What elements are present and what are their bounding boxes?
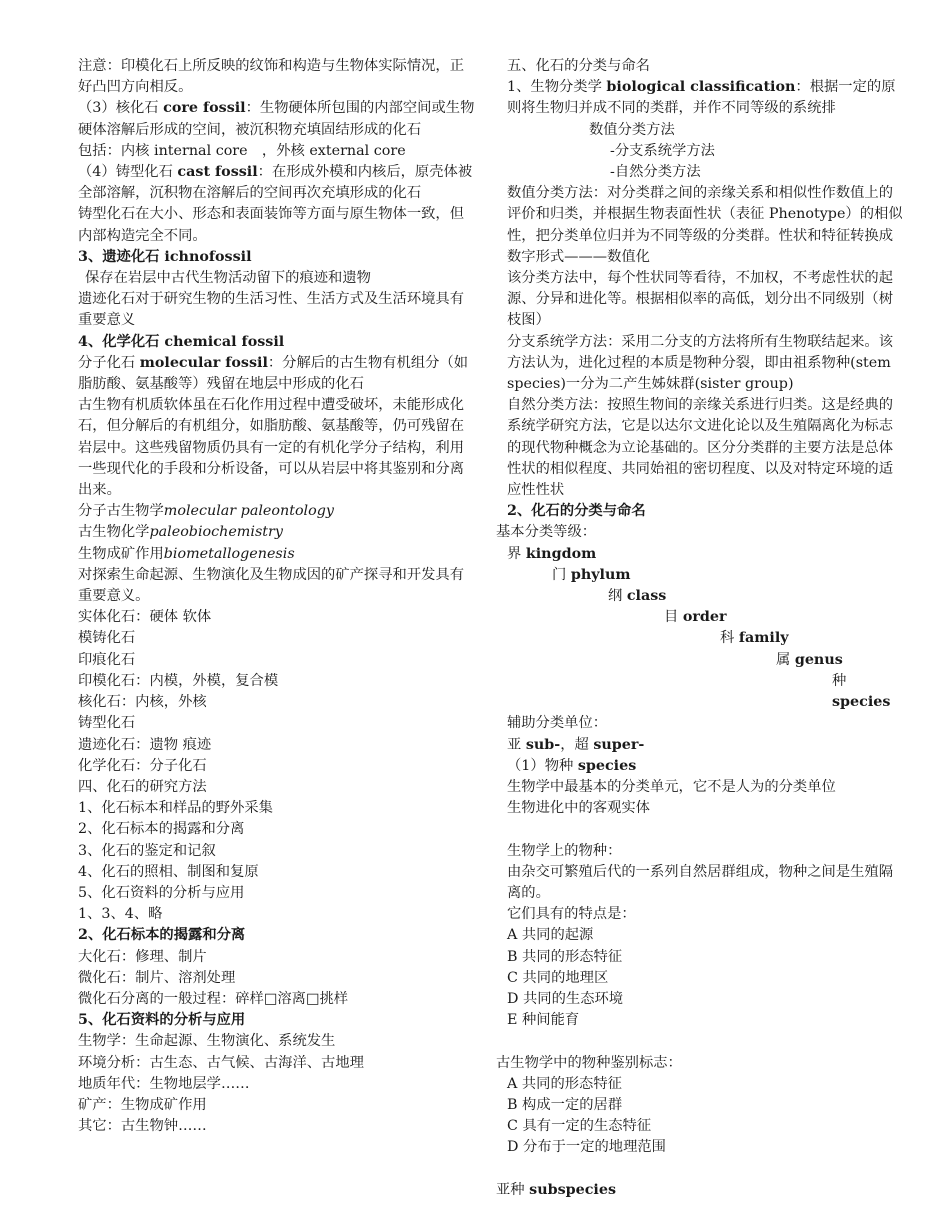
- rank-cn: 界: [507, 545, 526, 562]
- rank-cn: 目: [664, 609, 683, 626]
- paragraph: [67, 353, 477, 395]
- paragraph: 五、化石的分类与命名: [507, 58, 650, 74]
- text-run: sub-: [525, 736, 561, 753]
- paragraph: [67, 522, 477, 543]
- taxonomy-rank: [496, 607, 906, 628]
- paragraph: 数值分类方法: [589, 121, 675, 138]
- blank-line: [496, 819, 906, 840]
- paragraph: E 种间能育: [507, 1012, 580, 1029]
- rank-en: species: [832, 694, 891, 711]
- paragraph: 辅助分类单位：: [507, 715, 608, 732]
- text-run: ：分解后的古生物有机组分（如脂肪酸、氨基酸等）残留在地层中形成的化石: [78, 354, 469, 393]
- paragraph: [496, 756, 906, 777]
- paragraph: D 分布于一定的地理范围: [507, 1139, 666, 1156]
- taxonomy-rank: [496, 544, 906, 565]
- paragraph: 地质年代：生物地层学……: [78, 1075, 250, 1092]
- paragraph: 4、化石的照相、制图和复原: [78, 863, 259, 880]
- paragraph: 其它：古生物钟……: [78, 1118, 207, 1135]
- rank-en: phylum: [570, 566, 631, 583]
- text-run: 1、生物分类学: [507, 79, 607, 96]
- paragraph: 3、遗迹化石 ichnofossil: [78, 248, 252, 265]
- rank-en: class: [626, 588, 667, 605]
- paragraph: 2、化石的分类与命名: [507, 503, 646, 520]
- paragraph: 模铸化石: [78, 630, 136, 647]
- taxonomy-rank: [496, 586, 906, 607]
- paragraph: 2、化石标本的揭露和分离: [78, 927, 246, 944]
- paragraph: 印模化石：内模，外模，复合模: [78, 672, 279, 689]
- text-run: species: [577, 757, 637, 774]
- paragraph: [496, 735, 906, 756]
- paragraph: 对探索生命起源、生物演化及生物成因的矿产探寻和开发具有重要意义。: [78, 566, 465, 605]
- text-run: ，超: [560, 736, 594, 753]
- blank-line: [496, 1159, 906, 1180]
- text-run: paleobiochemistry: [149, 524, 283, 541]
- text-run: ：根据一定的原则将生物归并成不同的类群，并作不同等级的系统排: [507, 79, 896, 117]
- paragraph: [67, 544, 477, 565]
- text-run: cast fossil: [177, 164, 258, 181]
- paragraph: 1、化石标本和样品的野外采集: [78, 800, 273, 817]
- text-run: biometallogenesis: [163, 545, 295, 562]
- paragraph: [496, 77, 906, 119]
- rank-en: order: [682, 609, 727, 626]
- paragraph: 微化石分离的一般过程：碎样□溶离□挑样: [78, 990, 349, 1007]
- rank-cn: 科: [720, 630, 739, 647]
- paragraph: 该分类方法中，每个性状同等看待，不加权，不考虑性状的起源、分异和进化等。根据相似率的高低，划分出不同级别（树枝图）: [507, 270, 894, 329]
- rank-cn: 种: [832, 672, 847, 689]
- paragraph: 2、化石标本的揭露和分离: [78, 821, 245, 838]
- paragraph: 自然分类方法：按照生物间的亲缘关系进行归类。这是经典的系统学研究方法，它是以达尔文进化论以及生殖隔离化为标志的现代物种概念为立论基础的。区分分类群的主要方法是总体性状的相似程度、共同始祖的密切程度、以及对特定环境的适应性性状: [507, 397, 894, 499]
- taxonomy-rank: [496, 671, 906, 713]
- text-run: molecular fossil: [139, 354, 268, 371]
- text-run: 分子古生物学: [78, 503, 164, 520]
- paragraph: C 共同的地理区: [507, 969, 609, 986]
- paragraph: -自然分类方法: [610, 164, 701, 181]
- paragraph: 古生物有机质软体虽在石化作用过程中遭受破坏，未能形成化石，但分解后的有机组分，如脂肪酸、氨基酸等，仍可残留在岩层中。这些残留物质仍具有一定的有机化学分子结构，利用一些现代化的手段和分析设备，可以从岩层中将其鉴别和分离出来。: [78, 397, 465, 499]
- paragraph: [67, 98, 477, 140]
- taxonomy-rank: [496, 628, 906, 649]
- paragraph: 四、化石的研究方法: [78, 778, 207, 795]
- paragraph: 3、化石的鉴定和记叙: [78, 842, 216, 859]
- paragraph: 遗迹化石：遗物 痕迹: [78, 736, 212, 753]
- paragraph: 数值分类方法：对分类群之间的亲缘关系和相似性作数值上的评价和归类，并根据生物表面性状（表征 Phenotype）的相似性，把分类单位归并为不同等级的分类群。性状和特征转换成数字形式———数值化: [507, 185, 903, 265]
- text-run: 古生物化学: [78, 524, 150, 541]
- paragraph: 保存在岩层中古代生物活动留下的痕迹和遗物: [85, 270, 371, 287]
- paragraph: 分支系统学方法：采用二分支的方法将所有生物联结起来。该方法认为，进化过程的本质是物种分裂，即由祖系物种(stem species)一分为二产生姊妹群(sister group): [507, 333, 894, 393]
- paragraph: 包括：内核 internal core ，外核 external core: [78, 142, 406, 159]
- rank-cn: 纲: [608, 588, 627, 605]
- rank-en: genus: [794, 651, 843, 668]
- paragraph: B 共同的形态特征: [507, 948, 623, 965]
- paragraph: 注意：印模化石上所反映的纹饰和构造与生物体实际情况，正好凸凹方向相反。: [78, 58, 465, 96]
- text-run: 分子化石: [78, 354, 140, 371]
- right-column: [496, 56, 906, 1201]
- blank-line: [496, 1031, 906, 1052]
- paragraph: 实体化石：硬体 软体: [78, 609, 212, 626]
- paragraph: 生物学上的物种：: [507, 842, 622, 859]
- text-run: （4）铸型化石: [78, 164, 178, 181]
- paragraph: B 构成一定的居群: [507, 1096, 623, 1113]
- paragraph: -分支系统学方法: [610, 142, 715, 159]
- paragraph: 印痕化石: [78, 651, 136, 668]
- paragraph: 由杂交可繁殖后代的一系列自然居群组成，物种之间是生殖隔离的。: [507, 863, 894, 901]
- text-run: molecular paleontology: [163, 503, 334, 520]
- rank-en: kingdom: [525, 545, 597, 562]
- paragraph: [67, 501, 477, 522]
- paragraph: 5、化石资料的分析与应用: [78, 884, 245, 901]
- paragraph: 生物进化中的客观实体: [507, 800, 650, 817]
- text-run: （1）物种: [507, 757, 578, 774]
- paragraph: 微化石：制片、溶剂处理: [78, 969, 236, 986]
- paragraph: [67, 162, 477, 204]
- paragraph: 铸型化石在大小、形态和表面装饰等方面与原生物体一致，但内部构造完全不同。: [78, 206, 465, 244]
- text-run: core fossil: [163, 100, 246, 117]
- paragraph: 它们具有的特点是：: [507, 906, 636, 923]
- paragraph: 5、化石资料的分析与应用: [78, 1012, 246, 1029]
- text-run: ：在形成外模和内核后，原壳体被全部溶解，沉积物在溶解后的空间再次充填形成的化石: [78, 164, 473, 202]
- paragraph: 核化石：内核，外核: [78, 694, 207, 711]
- text-run: subspecies: [529, 1181, 617, 1198]
- taxonomy-rank: [496, 565, 906, 586]
- paragraph: C 具有一定的生态特征: [507, 1118, 652, 1135]
- paragraph: 古生物学中的物种鉴别标志：: [496, 1054, 682, 1071]
- rank-cn: 门: [552, 566, 571, 583]
- paragraph: 1、3、4、略: [78, 906, 163, 923]
- text-run: 亚种: [496, 1181, 530, 1198]
- text-run: ：生物硬体所包围的内部空间或生物硬体溶解后形成的空间，被沉积物充填固结形成的化石: [78, 100, 475, 138]
- rank-en: family: [738, 630, 789, 647]
- text-run: super-: [593, 736, 645, 753]
- text-run: 生物成矿作用: [78, 545, 164, 562]
- paragraph: 大化石：修理、制片: [78, 948, 207, 965]
- text-run: （3）核化石: [78, 100, 164, 117]
- text-run: biological classification: [606, 79, 796, 96]
- paragraph: 铸型化石: [78, 715, 136, 732]
- paragraph: 化学化石：分子化石: [78, 757, 207, 774]
- paragraph: A 共同的起源: [507, 927, 594, 944]
- paragraph: 环境分析：古生态、古气候、古海洋、古地理: [78, 1054, 364, 1071]
- paragraph: [496, 1180, 906, 1201]
- paragraph: 基本分类等级：: [496, 524, 597, 541]
- paragraph: 4、化学化石 chemical fossil: [78, 333, 285, 350]
- paragraph: 生物学：生命起源、生物演化、系统发生: [78, 1033, 336, 1050]
- paragraph: D 共同的生态环境: [507, 990, 624, 1007]
- taxonomy-rank: [496, 650, 906, 671]
- paragraph: 矿产：生物成矿作用: [78, 1096, 207, 1113]
- left-column: [67, 56, 477, 1137]
- paragraph: A 共同的形态特征: [507, 1075, 622, 1092]
- rank-cn: 属: [776, 651, 795, 668]
- paragraph: 生物学中最基本的分类单元，它不是人为的分类单位: [507, 778, 836, 795]
- text-run: 亚: [507, 736, 526, 753]
- paragraph: 遗迹化石对于研究生物的生活习性、生活方式及生活环境具有重要意义: [78, 291, 465, 329]
